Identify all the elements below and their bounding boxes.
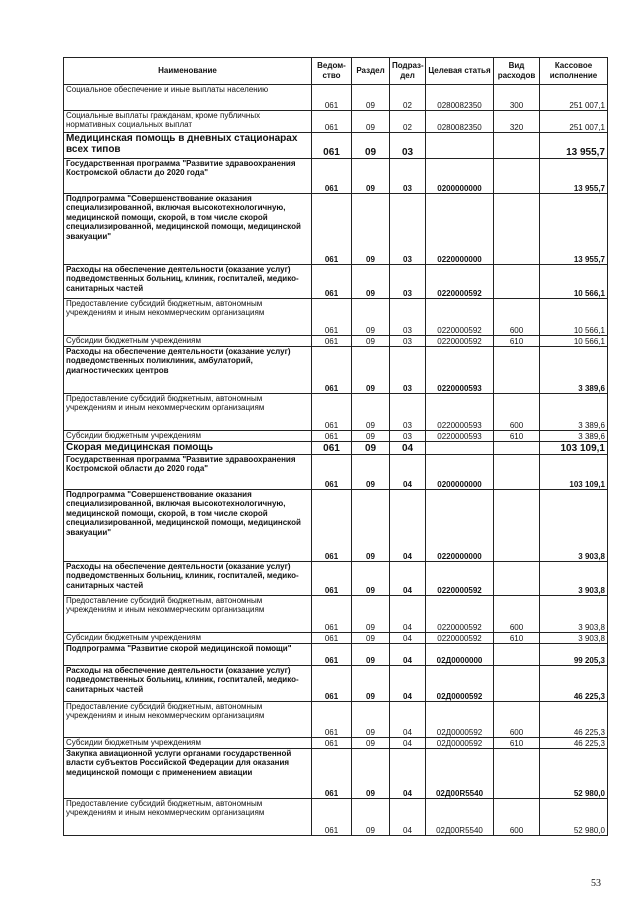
cell-type xyxy=(494,194,540,265)
cell-subsection: 03 xyxy=(390,336,426,347)
table-row xyxy=(64,644,608,666)
cell-target: 0220000592 xyxy=(426,299,494,336)
cell-type: 600 xyxy=(494,299,540,336)
cell-exec: 10 566,1 xyxy=(540,265,608,299)
cell-target: 0220000592 xyxy=(426,596,494,633)
cell-type xyxy=(494,455,540,490)
cell-section: 09 xyxy=(352,347,390,394)
cell-subsection: 04 xyxy=(390,442,426,455)
cell-dept: 061 xyxy=(312,562,352,596)
cell-name: Скорая медицинская помощь xyxy=(64,442,312,455)
table-row xyxy=(64,749,608,799)
cell-type: 300 xyxy=(494,85,540,111)
cell-exec: 3 903,8 xyxy=(540,490,608,562)
cell-section: 09 xyxy=(352,159,390,194)
cell-subsection: 03 xyxy=(390,265,426,299)
cell-subsection: 03 xyxy=(390,133,426,159)
cell-name: Субсидии бюджетным учреждениям xyxy=(64,633,312,644)
cell-name: Предоставление субсидий бюджетным, автономным учреждениям и иным некоммерческим организациям xyxy=(64,299,312,336)
table-row xyxy=(64,442,608,455)
cell-subsection: 04 xyxy=(390,702,426,738)
cell-type xyxy=(494,133,540,159)
cell-name: Предоставление субсидий бюджетным, автономным учреждениям и иным некоммерческим организациям xyxy=(64,394,312,431)
header-section: Раздел xyxy=(352,58,390,85)
cell-type: 600 xyxy=(494,596,540,633)
cell-dept: 061 xyxy=(312,702,352,738)
cell-name: Медицинская помощь в дневных стационарах всех типов xyxy=(64,133,312,159)
cell-target: 0200000000 xyxy=(426,159,494,194)
table-row xyxy=(64,738,608,749)
cell-dept: 061 xyxy=(312,299,352,336)
cell-target: 02Д0000592 xyxy=(426,666,494,702)
cell-dept: 061 xyxy=(312,749,352,799)
cell-exec: 103 109,1 xyxy=(540,455,608,490)
table-row xyxy=(64,85,608,111)
header-subsection: Подраз-дел xyxy=(390,58,426,85)
cell-dept: 061 xyxy=(312,738,352,749)
cell-target: 0220000592 xyxy=(426,265,494,299)
cell-section: 09 xyxy=(352,666,390,702)
cell-subsection: 04 xyxy=(390,633,426,644)
cell-target: 02Д0000000 xyxy=(426,644,494,666)
cell-dept: 061 xyxy=(312,666,352,702)
table-row xyxy=(64,702,608,738)
cell-exec: 251 007,1 xyxy=(540,85,608,111)
cell-type xyxy=(494,749,540,799)
cell-exec: 46 225,3 xyxy=(540,702,608,738)
table-row xyxy=(64,159,608,194)
cell-exec: 52 980,0 xyxy=(540,799,608,836)
cell-target: 02Д0000592 xyxy=(426,738,494,749)
table-row xyxy=(64,299,608,336)
cell-name: Предоставление субсидий бюджетным, автономным учреждениям и иным некоммерческим организациям xyxy=(64,702,312,738)
cell-subsection: 03 xyxy=(390,431,426,442)
cell-exec: 10 566,1 xyxy=(540,299,608,336)
cell-subsection: 04 xyxy=(390,749,426,799)
cell-exec: 52 980,0 xyxy=(540,749,608,799)
cell-exec: 251 007,1 xyxy=(540,111,608,133)
cell-dept: 061 xyxy=(312,644,352,666)
cell-target xyxy=(426,133,494,159)
cell-target xyxy=(426,442,494,455)
cell-dept: 061 xyxy=(312,394,352,431)
cell-dept: 061 xyxy=(312,455,352,490)
cell-exec: 99 205,3 xyxy=(540,644,608,666)
cell-section: 09 xyxy=(352,490,390,562)
header-name: Наименование xyxy=(64,58,312,85)
cell-section: 09 xyxy=(352,738,390,749)
cell-name: Социальное обеспечение и иные выплаты населению xyxy=(64,85,312,111)
cell-type: 610 xyxy=(494,431,540,442)
cell-dept: 061 xyxy=(312,431,352,442)
cell-dept: 061 xyxy=(312,111,352,133)
cell-section: 09 xyxy=(352,633,390,644)
table-row xyxy=(64,133,608,159)
cell-type: 600 xyxy=(494,702,540,738)
cell-section: 09 xyxy=(352,431,390,442)
table-row xyxy=(64,394,608,431)
header-dept: Ведом-ство xyxy=(312,58,352,85)
cell-type xyxy=(494,347,540,394)
cell-name: Государственная программа "Развитие здравоохранения Костромской области до 2020 года" xyxy=(64,455,312,490)
cell-subsection: 04 xyxy=(390,666,426,702)
cell-type xyxy=(494,666,540,702)
cell-exec: 3 389,6 xyxy=(540,347,608,394)
header-exec: Кассовое исполнение xyxy=(540,58,608,85)
cell-section: 09 xyxy=(352,111,390,133)
table-row xyxy=(64,194,608,265)
cell-target: 0220000593 xyxy=(426,431,494,442)
cell-dept: 061 xyxy=(312,347,352,394)
table-row xyxy=(64,336,608,347)
cell-section: 09 xyxy=(352,265,390,299)
table-header-row xyxy=(64,58,608,85)
cell-exec: 46 225,3 xyxy=(540,666,608,702)
cell-exec: 10 566,1 xyxy=(540,336,608,347)
cell-type xyxy=(494,490,540,562)
cell-name: Субсидии бюджетным учреждениям xyxy=(64,431,312,442)
cell-section: 09 xyxy=(352,442,390,455)
cell-dept: 061 xyxy=(312,194,352,265)
cell-target: 0200000000 xyxy=(426,455,494,490)
cell-name: Закупка авиационной услуги органами государственной власти субъектов Российской Федерации для оказания медицинской помощи с применением авиации xyxy=(64,749,312,799)
cell-dept: 061 xyxy=(312,490,352,562)
cell-name: Подпрограмма "Развитие скорой медицинской помощи" xyxy=(64,644,312,666)
cell-target: 0220000592 xyxy=(426,633,494,644)
table-row xyxy=(64,265,608,299)
cell-subsection: 02 xyxy=(390,85,426,111)
cell-subsection: 04 xyxy=(390,799,426,836)
table-row xyxy=(64,562,608,596)
cell-section: 09 xyxy=(352,85,390,111)
cell-name: Расходы на обеспечение деятельности (оказание услуг) подведомственных поликлиник, амбулаторий, диагностических центров xyxy=(64,347,312,394)
cell-target: 0280082350 xyxy=(426,111,494,133)
cell-exec: 3 903,8 xyxy=(540,562,608,596)
cell-name: Государственная программа "Развитие здравоохранения Костромской области до 2020 года" xyxy=(64,159,312,194)
cell-type xyxy=(494,265,540,299)
table-row xyxy=(64,490,608,562)
cell-exec: 103 109,1 xyxy=(540,442,608,455)
cell-dept: 061 xyxy=(312,596,352,633)
cell-section: 09 xyxy=(352,596,390,633)
cell-subsection: 04 xyxy=(390,490,426,562)
cell-dept: 061 xyxy=(312,799,352,836)
cell-target: 02Д00R5540 xyxy=(426,799,494,836)
table-row xyxy=(64,111,608,133)
cell-type xyxy=(494,562,540,596)
cell-target: 0280082350 xyxy=(426,85,494,111)
cell-type: 610 xyxy=(494,633,540,644)
cell-section: 09 xyxy=(352,194,390,265)
cell-name: Субсидии бюджетным учреждениям xyxy=(64,336,312,347)
table-row xyxy=(64,666,608,702)
cell-subsection: 03 xyxy=(390,299,426,336)
cell-target: 0220000592 xyxy=(426,562,494,596)
cell-target: 0220000000 xyxy=(426,490,494,562)
cell-section: 09 xyxy=(352,749,390,799)
cell-name: Предоставление субсидий бюджетным, автономным учреждениям и иным некоммерческим организациям xyxy=(64,799,312,836)
cell-dept: 061 xyxy=(312,442,352,455)
cell-section: 09 xyxy=(352,702,390,738)
cell-name: Предоставление субсидий бюджетным, автономным учреждениям и иным некоммерческим организациям xyxy=(64,596,312,633)
cell-section: 09 xyxy=(352,133,390,159)
cell-subsection: 04 xyxy=(390,455,426,490)
cell-section: 09 xyxy=(352,562,390,596)
cell-exec: 13 955,7 xyxy=(540,159,608,194)
cell-section: 09 xyxy=(352,644,390,666)
cell-section: 09 xyxy=(352,799,390,836)
table-row xyxy=(64,431,608,442)
table-row xyxy=(64,347,608,394)
cell-target: 02Д0000592 xyxy=(426,702,494,738)
cell-section: 09 xyxy=(352,455,390,490)
table-body xyxy=(64,85,608,836)
table-row xyxy=(64,633,608,644)
cell-name: Подпрограмма "Совершенствование оказания специализированной, включая высокотехнологичную, медицинской помощи, скорой, в том числе скорой специализированной, медицинской помощи, медицинской эвакуации" xyxy=(64,490,312,562)
cell-exec: 3 389,6 xyxy=(540,431,608,442)
cell-name: Социальные выплаты гражданам, кроме публичных нормативных социальных выплат xyxy=(64,111,312,133)
cell-dept: 061 xyxy=(312,133,352,159)
cell-section: 09 xyxy=(352,336,390,347)
cell-subsection: 03 xyxy=(390,194,426,265)
table-row xyxy=(64,455,608,490)
cell-exec: 3 389,6 xyxy=(540,394,608,431)
cell-type xyxy=(494,442,540,455)
cell-dept: 061 xyxy=(312,265,352,299)
cell-target: 0220000593 xyxy=(426,347,494,394)
page-number: 53 xyxy=(591,878,601,889)
cell-type: 610 xyxy=(494,738,540,749)
header-type: Вид расходов xyxy=(494,58,540,85)
header-target: Целевая статья xyxy=(426,58,494,85)
budget-table xyxy=(63,57,608,836)
cell-exec: 13 955,7 xyxy=(540,194,608,265)
cell-subsection: 03 xyxy=(390,347,426,394)
cell-dept: 061 xyxy=(312,85,352,111)
cell-dept: 061 xyxy=(312,633,352,644)
cell-subsection: 04 xyxy=(390,562,426,596)
cell-dept: 061 xyxy=(312,159,352,194)
cell-exec: 46 225,3 xyxy=(540,738,608,749)
cell-subsection: 02 xyxy=(390,111,426,133)
cell-section: 09 xyxy=(352,394,390,431)
cell-name: Расходы на обеспечение деятельности (оказание услуг) подведомственных больниц, клиник, госпиталей, медико-санитарных частей xyxy=(64,562,312,596)
cell-subsection: 04 xyxy=(390,644,426,666)
cell-subsection: 03 xyxy=(390,159,426,194)
cell-exec: 3 903,8 xyxy=(540,596,608,633)
cell-name: Субсидии бюджетным учреждениям xyxy=(64,738,312,749)
cell-section: 09 xyxy=(352,299,390,336)
cell-name: Подпрограмма "Совершенствование оказания специализированной, включая высокотехнологичную, медицинской помощи, скорой, в том числе скорой специализированной, медицинской помощи, медицинской эвакуации" xyxy=(64,194,312,265)
cell-type xyxy=(494,159,540,194)
cell-dept: 061 xyxy=(312,336,352,347)
cell-type: 320 xyxy=(494,111,540,133)
cell-subsection: 04 xyxy=(390,738,426,749)
cell-type: 610 xyxy=(494,336,540,347)
cell-subsection: 04 xyxy=(390,596,426,633)
cell-name: Расходы на обеспечение деятельности (оказание услуг) подведомственных больниц, клиник, госпиталей, медико-санитарных частей xyxy=(64,666,312,702)
cell-target: 0220000592 xyxy=(426,336,494,347)
cell-target: 0220000593 xyxy=(426,394,494,431)
table-row xyxy=(64,799,608,836)
cell-type xyxy=(494,644,540,666)
cell-exec: 3 903,8 xyxy=(540,633,608,644)
cell-target: 0220000000 xyxy=(426,194,494,265)
cell-type: 600 xyxy=(494,394,540,431)
cell-subsection: 03 xyxy=(390,394,426,431)
table-row xyxy=(64,596,608,633)
cell-type: 600 xyxy=(494,799,540,836)
cell-name: Расходы на обеспечение деятельности (оказание услуг) подведомственных больниц, клиник, госпиталей, медико-санитарных частей xyxy=(64,265,312,299)
cell-target: 02Д00R5540 xyxy=(426,749,494,799)
cell-exec: 13 955,7 xyxy=(540,133,608,159)
